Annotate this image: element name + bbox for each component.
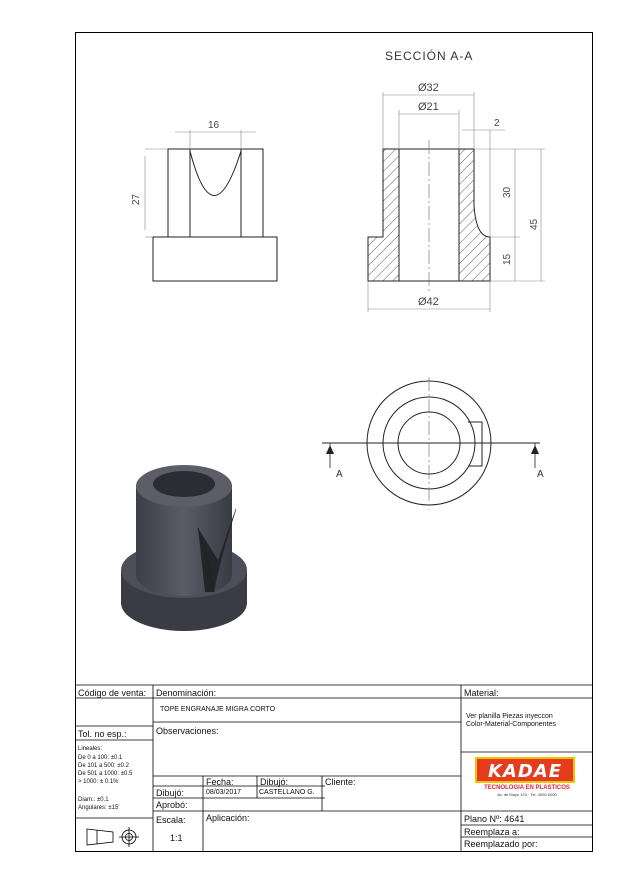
drawn-by-header: Dibujó: <box>260 777 289 787</box>
tol-line-4: > 1000: ± 0.1% <box>78 779 119 785</box>
section-title: SECCIÓN A-A <box>385 49 474 63</box>
denomination-value: TOPE ENGRANAJE MIGRA CORTO <box>160 706 276 713</box>
section-marker-right: A <box>537 469 544 480</box>
section-left-wall <box>368 149 399 281</box>
scale-value: 1:1 <box>170 833 183 843</box>
replaces-label: Reemplaza a: <box>464 827 520 837</box>
section-arrow-left <box>326 445 334 454</box>
tol-line-1: De 0 a 100: ±0.1 <box>78 755 123 761</box>
material-label: Material: <box>464 688 499 698</box>
date-label: Fecha: <box>206 777 234 787</box>
denomination-label: Denominación: <box>156 688 217 698</box>
sale-code-label: Código de venta: <box>78 688 147 698</box>
material-value-2: Color-Material-Componentes <box>466 721 556 728</box>
logo-name: KADAE <box>487 761 563 782</box>
top-view <box>322 377 540 510</box>
dim-16-label: 16 <box>208 120 220 131</box>
isometric-view <box>121 465 247 631</box>
dim-30-label: 30 <box>502 186 513 198</box>
dim-27-label: 27 <box>131 193 142 205</box>
front-view-base <box>153 237 277 281</box>
dim-d32-label: Ø32 <box>418 82 439 94</box>
observations-label: Observaciones: <box>156 726 219 736</box>
drawer-value: CASTELLANO G. <box>259 789 315 796</box>
front-view-slot-curve <box>190 151 241 196</box>
lineales-label: Lineales: <box>78 746 103 752</box>
dim-45-label: 45 <box>529 218 540 230</box>
approved-label: Aprobó: <box>156 800 188 810</box>
logo-badge <box>475 757 575 783</box>
replaced-by-label: Reemplazado por: <box>464 839 538 849</box>
section-right-wall <box>459 149 490 281</box>
tolerance-label: Tol. no esp.: <box>78 729 127 739</box>
tol-line-3: De 501 a 1000: ±0.5 <box>78 771 133 777</box>
logo-fineprint: Av. de Mayo 123 · Tel. 4000-0000 <box>497 792 557 797</box>
application-label: Aplicación: <box>206 813 250 823</box>
section-view <box>368 92 545 312</box>
plan-number: Plano Nº: 4641 <box>464 814 525 824</box>
diam-tolerance: Diam.: ±0.1 <box>78 797 109 803</box>
company-logo <box>467 757 587 797</box>
dim-d21-label: Ø21 <box>418 101 439 113</box>
section-marker-left: A <box>336 469 343 480</box>
date-value: 08/03/2017 <box>206 789 242 796</box>
dim-15-label: 15 <box>502 253 513 265</box>
client-label: Cliente: <box>325 777 356 787</box>
dim-d42-label: Ø42 <box>418 296 439 308</box>
section-arrow-right <box>531 445 539 454</box>
tol-line-2: De 101 a 500: ±0.2 <box>78 763 129 769</box>
scale-label: Escala: <box>156 815 186 825</box>
front-view <box>145 130 277 281</box>
front-view-body <box>168 149 263 237</box>
dim-2-label: 2 <box>494 118 500 129</box>
logo-tagline: TECNOLOGIA EN PLASTICOS <box>484 785 570 791</box>
angular-tolerance: Angulares: ±15' <box>78 805 120 811</box>
projection-symbol-icon <box>87 827 139 847</box>
drawn-row-label: Dibujó: <box>156 788 185 798</box>
material-value-1: Ver planilla Piezas inyeccon <box>466 713 553 720</box>
